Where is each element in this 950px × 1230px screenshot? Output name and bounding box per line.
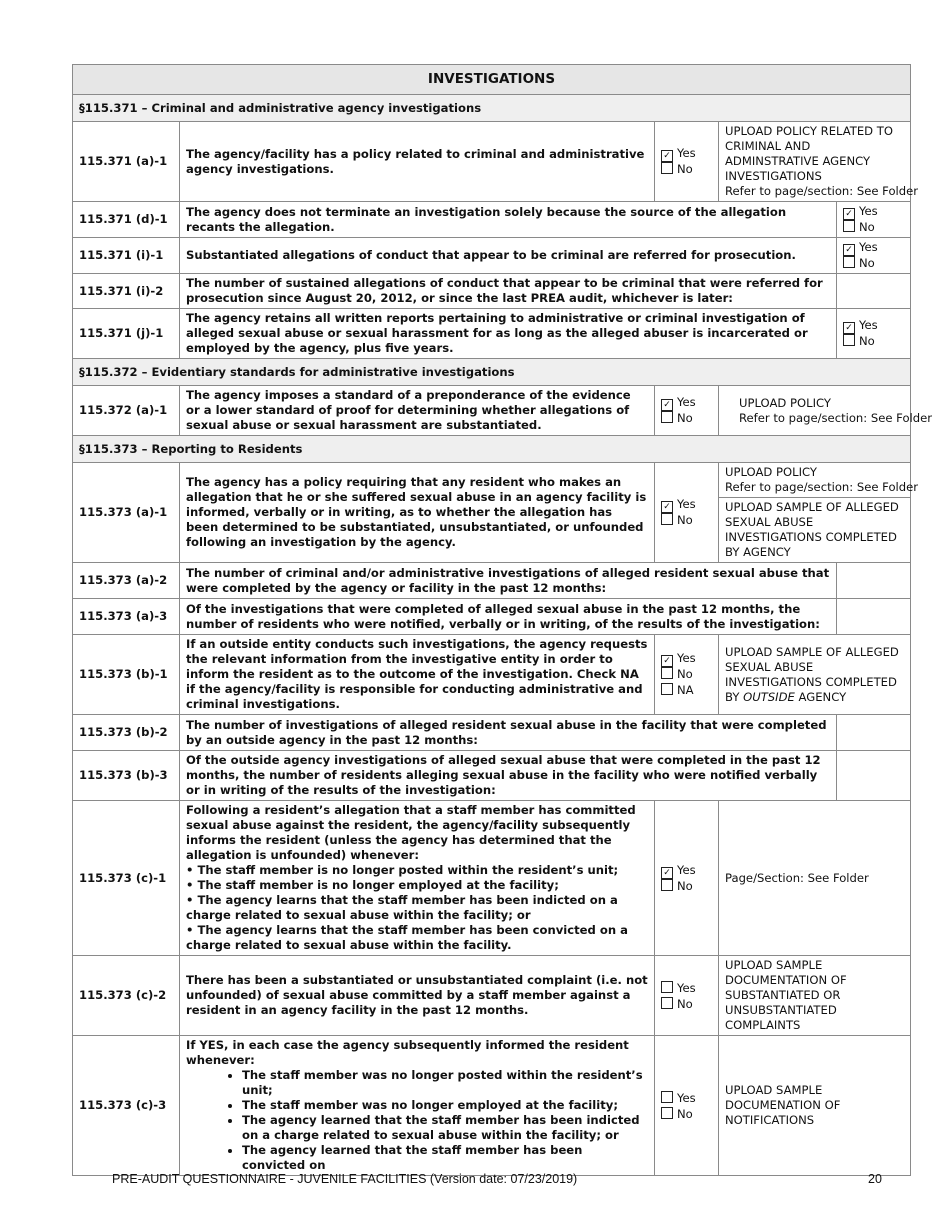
answer-cell[interactable] <box>837 563 911 599</box>
no-option[interactable]: No <box>843 219 904 235</box>
question-text: Of the outside agency investigations of alleged sexual abuse that were completed in the past 12 months, the number of residents alleging sexual abuse in the facility who were notified verbally or in writing of the results of the investigation: <box>180 751 837 801</box>
yes-no-options <box>655 122 719 202</box>
unchecked-checkbox-icon[interactable] <box>843 256 855 268</box>
unchecked-checkbox-icon[interactable] <box>661 162 673 174</box>
question-text: The number of sustained allegations of conduct that appear to be criminal that were referred for prosecution since August 20, 2012, or since the last PREA audit, whichever is later: <box>180 274 837 309</box>
unchecked-checkbox-icon[interactable] <box>661 879 673 891</box>
upload-instructions: UPLOAD SAMPLE OF ALLEGED SEXUAL ABUSE INVESTIGATIONS COMPLETED BY OUTSIDE AGENCY <box>719 635 911 715</box>
yes-option[interactable]: ✓ Yes <box>661 497 712 512</box>
page-section-reference: Page/Section: See Folder <box>719 801 911 956</box>
row-id: 115.373 (c)-1 <box>73 801 180 956</box>
yes-no-options <box>655 1036 719 1176</box>
checked-checkbox-icon[interactable]: ✓ <box>661 501 673 513</box>
yes-no-options <box>655 463 719 563</box>
section-header-115-371: §115.371 – Criminal and administrative agency investigations <box>73 95 911 122</box>
unchecked-checkbox-icon[interactable] <box>661 683 673 695</box>
question-text: The agency does not terminate an investigation solely because the source of the allegation recants the allegation. <box>180 202 837 238</box>
question-text: Of the investigations that were completed of alleged sexual abuse in the past 12 months, the number of residents who were notified, verbally or in writing, of the results of the investigation: <box>180 599 837 635</box>
checked-checkbox-icon[interactable]: ✓ <box>661 150 673 162</box>
question-text: The agency retains all written reports pertaining to administrative or criminal investigation of alleged sexual abuse or sexual harassment for as long as the alleged abuser is incarcerated or employed by the agency, plus five years. <box>180 309 837 359</box>
yes-option[interactable]: ✓ Yes <box>843 204 904 219</box>
upload-instructions: UPLOAD POLICY Refer to page/section: See Folder <box>719 386 911 436</box>
unchecked-checkbox-icon[interactable] <box>661 1107 673 1119</box>
row-id: 115.372 (a)-1 <box>73 386 180 436</box>
yes-option[interactable]: ✓ Yes <box>661 146 712 161</box>
yes-no-options <box>837 202 911 238</box>
checked-checkbox-icon[interactable]: ✓ <box>661 399 673 411</box>
upload-instructions: UPLOAD POLICY RELATED TO CRIMINAL AND ADMINSTRATIVE AGENCY INVESTIGATIONS Refer to page/section: See Folder <box>719 122 911 202</box>
unchecked-checkbox-icon[interactable] <box>843 220 855 232</box>
row-id: 115.373 (a)-2 <box>73 563 180 599</box>
bullet-item: • The agency learns that the staff member has been convicted on a charge related to sexual abuse within the facility. <box>186 923 628 952</box>
bullet-item: • The agency learned that the staff member has been indicted on a charge related to sexual abuse within the facility; or <box>242 1113 648 1143</box>
no-option[interactable]: No <box>843 255 904 271</box>
unchecked-checkbox-icon[interactable] <box>661 981 673 993</box>
upload-policy-block: UPLOAD POLICY Refer to page/section: See Folder <box>719 463 910 498</box>
checked-checkbox-icon[interactable]: ✓ <box>843 244 855 256</box>
bullet-item: • The agency learned that the staff member has been convicted on <box>242 1143 648 1173</box>
answer-cell[interactable] <box>837 599 911 635</box>
question-text: If an outside entity conducts such investigations, the agency requests the relevant information from the investigative entity in order to inform the resident as to the outcome of the investigation. Check NA if the agency/facility is responsible for conducting administrative and criminal investigations. <box>180 635 655 715</box>
row-id: 115.373 (c)-3 <box>73 1036 180 1176</box>
unchecked-checkbox-icon[interactable] <box>661 513 673 525</box>
unchecked-checkbox-icon[interactable] <box>661 411 673 423</box>
question-text: Following a resident’s allegation that a staff member has committed sexual abuse against the resident, the agency/facility subsequently informs the resident (unless the agency has determined that the allegation is unfounded) whenever: • The staff member is no longer posted within the resident’s unit; • The staff member is no longer employed at the facility; • The agency learns that the staff member has been indicted on a charge related to sexual abuse within the facility; or • The agency learns that the staff member has been convicted on a charge related to sexual abuse within the facility. <box>180 801 655 956</box>
na-option[interactable]: NA <box>661 682 712 698</box>
investigations-table <box>72 64 933 1176</box>
page-reference: Refer to page/section: See Folder <box>725 184 919 198</box>
no-option[interactable]: No <box>661 996 712 1012</box>
bullet-list <box>186 1068 648 1173</box>
question-text: Substantiated allegations of conduct that appear to be criminal are referred for prosecution. <box>180 238 837 274</box>
upload-instructions: UPLOAD SAMPLE DOCUMENATION OF NOTIFICATIONS <box>719 1036 911 1176</box>
checked-checkbox-icon[interactable]: ✓ <box>843 208 855 220</box>
upload-sample-block: UPLOAD SAMPLE OF ALLEGED SEXUAL ABUSE INVESTIGATIONS COMPLETED BY AGENCY <box>725 500 899 559</box>
question-text: The agency/facility has a policy related to criminal and administrative agency investigations. <box>180 122 655 202</box>
row-id: 115.373 (b)-1 <box>73 635 180 715</box>
bullet-item: • The staff member is no longer employed at the facility; <box>186 878 559 892</box>
no-option[interactable]: No <box>661 161 712 177</box>
no-option[interactable]: No <box>661 666 712 682</box>
unchecked-checkbox-icon[interactable] <box>661 667 673 679</box>
question-text: The number of criminal and/or administrative investigations of alleged resident sexual abuse that were completed by the agency or facility in the past 12 months: <box>180 563 837 599</box>
page-number: 20 <box>868 1172 882 1186</box>
question-text: The number of investigations of alleged resident sexual abuse in the facility that were completed by an outside agency in the past 12 months: <box>180 715 837 751</box>
checked-checkbox-icon[interactable]: ✓ <box>843 322 855 334</box>
table-title: INVESTIGATIONS <box>73 65 911 95</box>
bullet-item: • The agency learns that the staff member has been indicted on a charge related to sexual abuse within the facility; or <box>186 893 618 922</box>
upload-instructions <box>719 463 919 563</box>
yes-no-options <box>837 309 911 359</box>
yes-option[interactable]: Yes <box>661 1090 712 1106</box>
row-id: 115.371 (j)-1 <box>73 309 180 359</box>
row-id: 115.373 (b)-2 <box>73 715 180 751</box>
question-text: The agency has a policy requiring that any resident who makes an allegation that he or she suffered sexual abuse in an agency facility is informed, verbally or in writing, as to whether the allegation has been determined to be substantiated, unsubstantiated, or unfounded following an investigation by the agency. <box>180 463 655 563</box>
no-option[interactable]: No <box>843 333 904 349</box>
answer-cell[interactable] <box>837 715 911 751</box>
row-id: 115.371 (a)-1 <box>73 122 180 202</box>
yes-no-na-options <box>655 635 719 715</box>
answer-cell[interactable] <box>837 751 911 801</box>
yes-option[interactable]: Yes <box>661 980 712 996</box>
bullet-item: • The staff member was no longer employed at the facility; <box>242 1098 648 1113</box>
yes-no-options <box>655 801 719 956</box>
yes-option[interactable]: ✓ Yes <box>661 863 712 878</box>
no-option[interactable]: No <box>661 512 712 528</box>
unchecked-checkbox-icon[interactable] <box>661 997 673 1009</box>
yes-option[interactable]: ✓ Yes <box>843 318 904 333</box>
yes-option[interactable]: ✓ Yes <box>661 395 712 410</box>
row-id: 115.371 (i)-1 <box>73 238 180 274</box>
page-reference: Refer to page/section: See Folder <box>739 410 933 425</box>
bullet-item: • The staff member is no longer posted within the resident’s unit; <box>186 863 619 877</box>
answer-cell[interactable] <box>837 274 911 309</box>
bullet-item: • The staff member was no longer posted within the resident’s unit; <box>242 1068 648 1098</box>
no-option[interactable]: No <box>661 1106 712 1122</box>
unchecked-checkbox-icon[interactable] <box>661 1091 673 1103</box>
yes-no-options <box>655 956 719 1036</box>
section-header-115-372: §115.372 – Evidentiary standards for administrative investigations <box>73 359 911 386</box>
question-text: If YES, in each case the agency subsequently informed the resident whenever: • The staff member was no longer posted within the resident’s unit; • The staff member was no longer employed at the facility; • The agency learned that the staff member has been indicted on a charge related to sexual abuse within the facility; or • The agency learned that the staff member has been convicted on <box>180 1036 655 1176</box>
page-reference: Refer to page/section: See Folder <box>725 480 919 494</box>
no-option[interactable]: No <box>661 878 712 894</box>
yes-option[interactable]: ✓ Yes <box>843 240 904 255</box>
question-text: The agency imposes a standard of a preponderance of the evidence or a lower standard of proof for determining whether allegations of sexual abuse or sexual harassment are substantiated. <box>180 386 655 436</box>
section-header-115-373: §115.373 – Reporting to Residents <box>73 436 911 463</box>
page-footer: PRE-AUDIT QUESTIONNAIRE - JUVENILE FACILITIES (Version date: 07/23/2019) <box>112 1172 578 1186</box>
row-id: 115.373 (b)-3 <box>73 751 180 801</box>
checked-checkbox-icon[interactable]: ✓ <box>661 867 673 879</box>
checked-checkbox-icon[interactable]: ✓ <box>661 655 673 667</box>
no-option[interactable]: No <box>661 410 712 426</box>
row-id: 115.371 (d)-1 <box>73 202 180 238</box>
yes-option[interactable]: ✓ Yes <box>661 651 712 666</box>
unchecked-checkbox-icon[interactable] <box>843 334 855 346</box>
yes-no-options <box>837 238 911 274</box>
row-id: 115.373 (a)-3 <box>73 599 180 635</box>
upload-instructions: UPLOAD SAMPLE DOCUMENTATION OF SUBSTANTIATED OR UNSUBSTANTIATED COMPLAINTS <box>719 956 911 1036</box>
row-id: 115.371 (i)-2 <box>73 274 180 309</box>
yes-no-options <box>655 386 719 436</box>
question-text: There has been a substantiated or unsubstantiated complaint (i.e. not unfounded) of sexual abuse committed by a staff member against a resident in an agency facility in the past 12 months. <box>180 956 655 1036</box>
row-id: 115.373 (c)-2 <box>73 956 180 1036</box>
row-id: 115.373 (a)-1 <box>73 463 180 563</box>
